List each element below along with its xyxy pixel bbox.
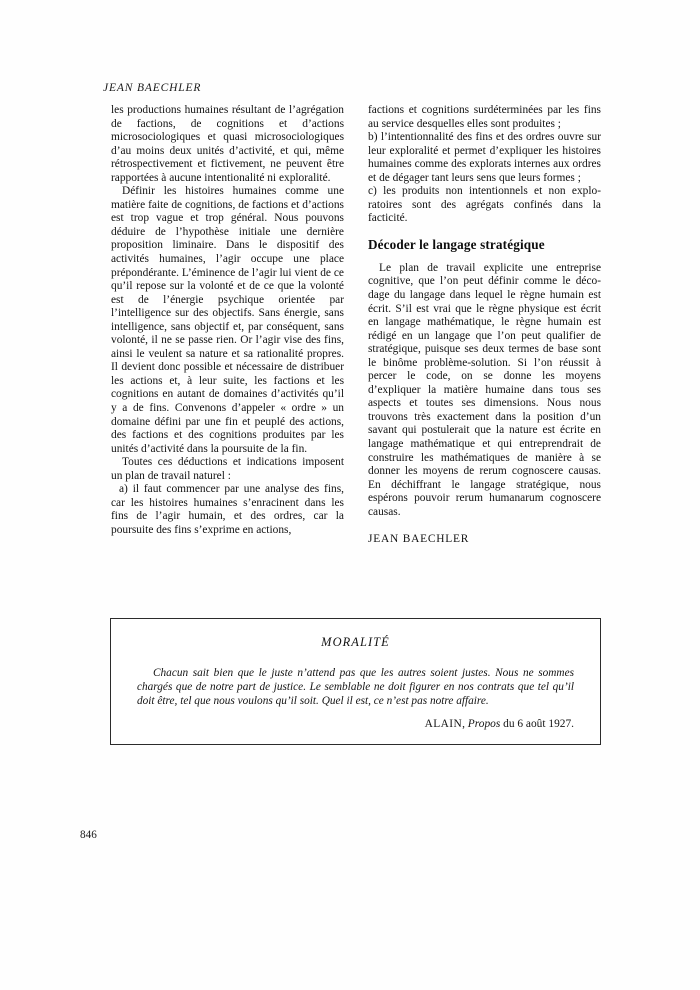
paragraph-definir: Définir les histoires humaines comme une matière faite de cognitions, de factions et d’actions est trop vague et trop général. Nous pouvons déduire de l’hypothèse initiale une dernière proposition liminaire. Dans le dispositif des activités humaines, l’agir occupe une place prépondérante. L’éminence de l’agir lui vient de ce qu’il repose sur la volonté et de ce que la volonté est de l’énergie psychique orientée par l’intelligence sur des objectifs. Sans énergie, sans intelligence, sans objectif et, par conséquent, sans volonté, il ne se passe rien. Or l’agir vise des fins, ainsi le veulent sa nature et sa rationalité propres. Il devient donc possible et nécessaire de distribuer les actions et, à leur suite, les factions et les cognitions en autant de domaines d’activités qu’il y a de fins. Convenons d’appeler « ordre » un domaine défini par une fin et peuplé des actions, des factions et des cognitions produites par les unités d’activité dans la poursuite de la fin.	[111, 185, 344, 455]
running-head: JEAN BAECHLER	[103, 82, 202, 94]
list-item-c: c) les produits non intentionnels et non exploratoires sont des agrégats confinés dans la facticité.	[368, 185, 601, 225]
attribution-separator: ,	[462, 717, 468, 730]
two-column-body	[111, 104, 602, 547]
right-column	[368, 104, 601, 547]
paragraph-continued-right: factions et cognitions surdéterminées par les fins au service desquelles elles sont produites ;	[368, 104, 601, 130]
author-signature: JEAN BAECHLER	[368, 533, 470, 546]
attribution-work: Propos	[467, 717, 501, 730]
list-item-b: b) l’intentionnalité des fins et des ordres ouvre sur leur exploralité et permet d’expliquer les histoires humaines comme des explorats internes aux ordres et de dégager tant leurs sens que leurs formes ;	[368, 131, 601, 184]
list-item-a: a) il faut commencer par une analyse des fins, car les histoires humaines s’enracinent dans les fins de l’agir humain, et des ordres, car la poursuite des fins s’exprime en actions,	[111, 483, 344, 536]
paragraph-toutes-deductions: Toutes ces déductions et indications imposent un plan de travail naturel :	[111, 456, 344, 482]
attribution-date: du 6 août 1927.	[500, 717, 574, 730]
paragraph-plan-de-travail: Le plan de travail explicite une entreprise cognitive, que l’on peut définir comme le décodage du langage dans lequel le règne humain est écrit. S’il est vrai que le règne physique est écrit en langage mathématique, le règne humain est rédigé en un langage que l’on peut qualifier de stratégique, puisque ses deux termes de base sont le binôme problème-solution. Si l’on réussit à percer le code, on se donne les moyens d’expliquer la matière humaine dans tous ses aspects et toutes ses dimensions. Nous nous trouvons très exactement dans la position d’un savant qui postulerait que la nature est écrite en langage mathématique et qui entreprendrait de construire les mathématiques de manière à se donner les moyens de rerum cognoscere causas. En déchiffrant le langage stratégique, nous espérons pouvoir rerum humanarum cognoscere causas.	[368, 261, 601, 518]
section-heading-decoder: Décoder le langage stratégique	[368, 236, 545, 252]
moralite-quote: Chacun sait bien que le juste n’attend pas que les autres soient justes. Nous ne sommes chargés que de notre part de justice. Le semblable ne doit figurer en nos contrats que tel qu’il doit être, tel que nous voulons qu’il soit. Quel il est, ce n’est pas notre affaire.	[137, 667, 574, 708]
moralite-title: MORALITÉ	[321, 635, 390, 649]
attribution-author: ALAIN	[424, 717, 463, 730]
paragraph-continued-left: les productions humaines résultant de l’agrégation de factions, de cognitions et d’actions microsociologiques et quasi microsociologiques d’au moins deux unités d’activité, et qui, même rétrospectivement et fictivement, ne peuvent être rapportées à aucune intentionalité ni exploralité.	[111, 104, 344, 184]
moralite-attribution	[111, 709, 600, 730]
page-number: 846	[80, 829, 97, 841]
moralite-box	[110, 618, 601, 745]
left-column	[111, 104, 344, 547]
